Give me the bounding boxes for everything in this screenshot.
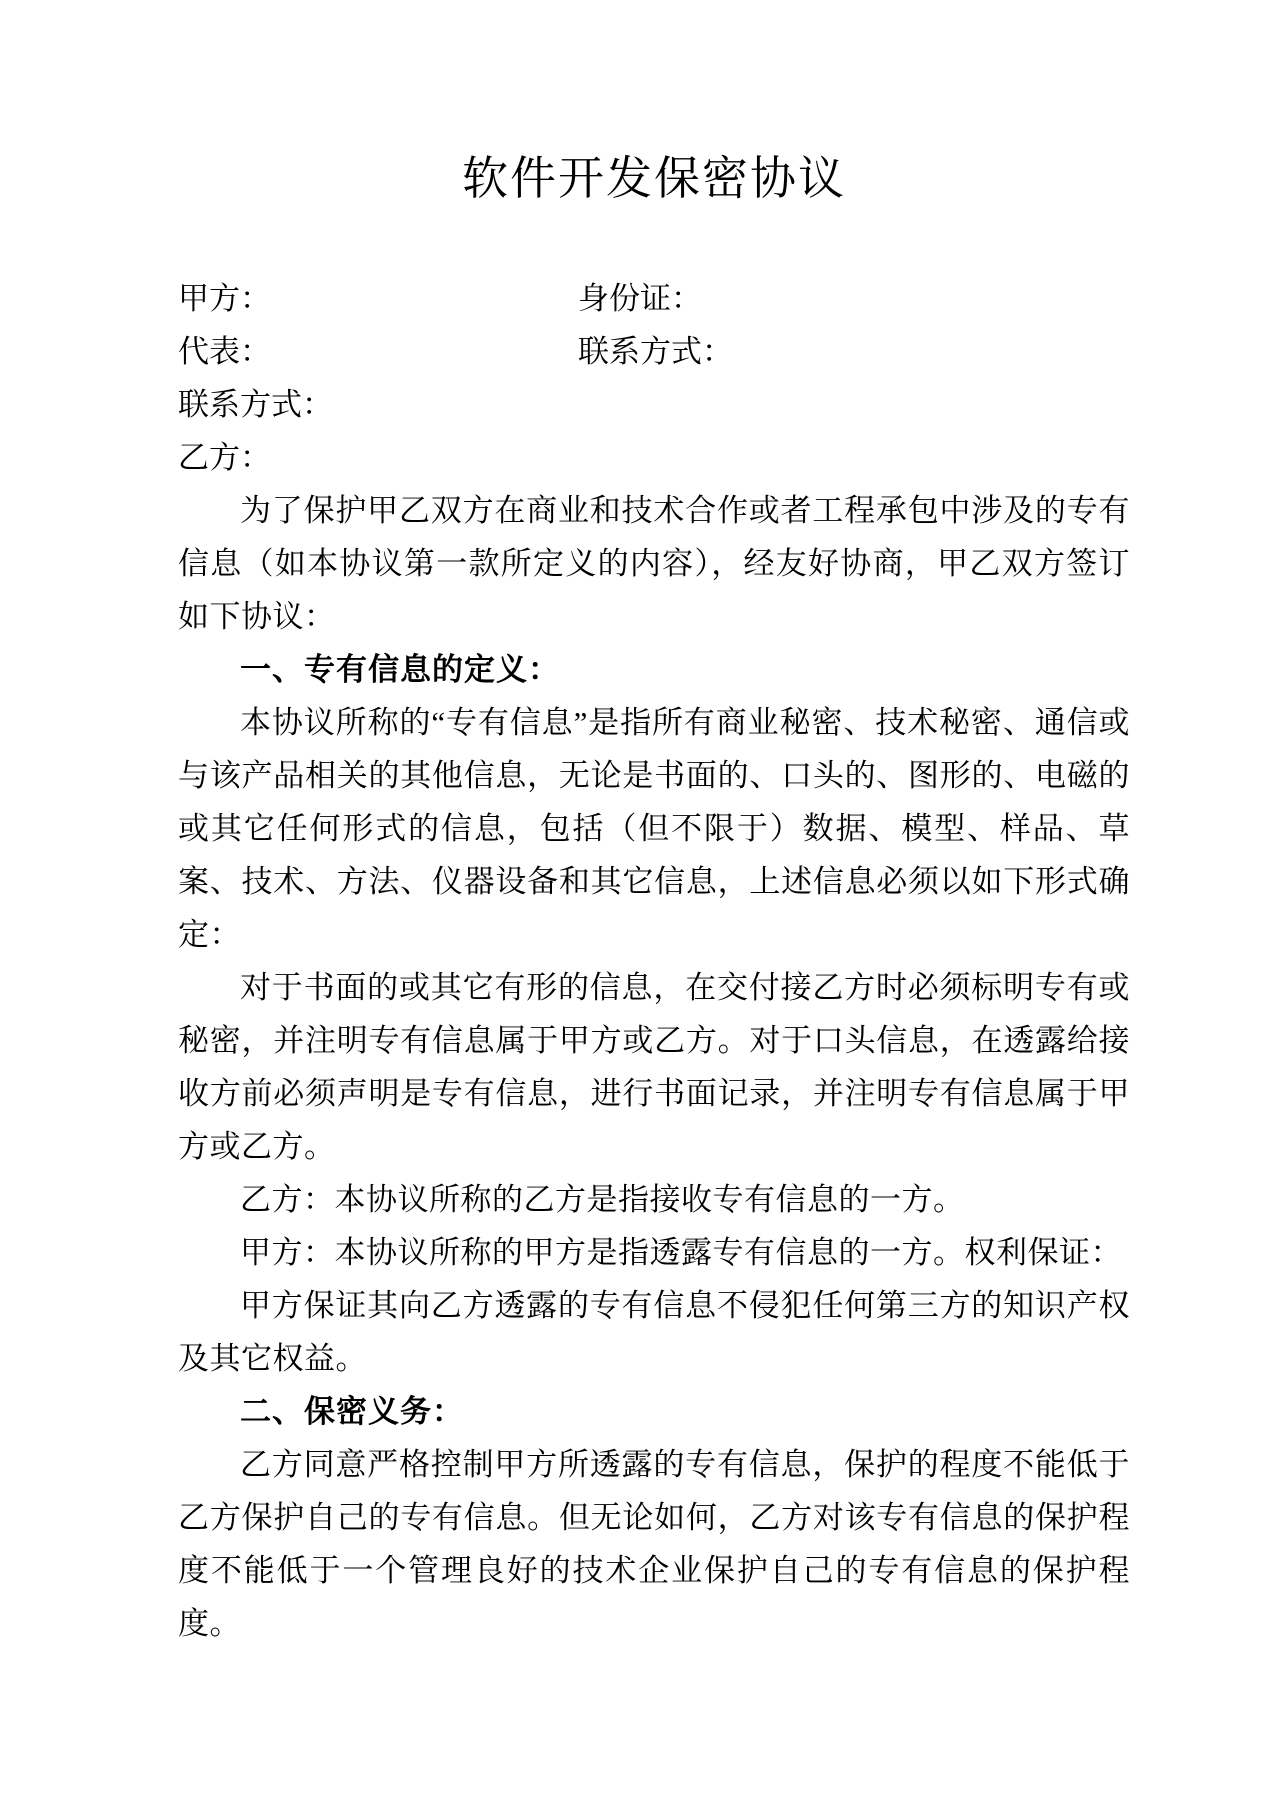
representative-label: 代表： <box>178 333 271 369</box>
intro-paragraph: 为了保护甲乙双方在商业和技术合作或者工程承包中涉及的专有信息（如本协议第一款所定义的内容），经友好协商，甲乙双方签订如下协议： <box>178 492 1130 634</box>
party-b-definition-paragraph: 乙方：本协议所称的乙方是指接收专有信息的一方。 <box>240 1181 965 1217</box>
party-b-label: 乙方： <box>178 439 271 475</box>
party-row-2 <box>178 325 1130 378</box>
party-a-definition-paragraph: 甲方：本协议所称的甲方是指透露专有信息的一方。权利保证： <box>240 1234 1122 1270</box>
contact-label-left: 联系方式： <box>178 386 333 422</box>
contact-label-right: 联系方式： <box>578 333 733 369</box>
proprietary-info-definition-paragraph: 本协议所称的“专有信息”是指所有商业秘密、技术秘密、通信或与该产品相关的其他信息，无论是书面的、口头的、图形的、电磁的或其它任何形式的信息，包括（但不限于）数据、模型、样品、草案、技术、方法、仪器设备和其它信息，上述信息必须以如下形式确定： <box>178 704 1130 952</box>
confidentiality-obligation-paragraph: 乙方同意严格控制甲方所透露的专有信息，保护的程度不能低于乙方保护自己的专有信息。但无论如何，乙方对该专有信息的保护程度不能低于一个管理良好的技术企业保护自己的专有信息的保护程度。 <box>178 1446 1130 1641</box>
id-card-label: 身份证： <box>578 280 702 316</box>
party-a-label: 甲方： <box>178 280 271 316</box>
written-oral-info-paragraph: 对于书面的或其它有形的信息，在交付接乙方时必须标明专有或秘密，并注明专有信息属于甲方或乙方。对于口头信息，在透露给接收方前必须声明是专有信息，进行书面记录，并注明专有信息属于甲方或乙方。 <box>178 969 1130 1164</box>
document-title: 软件开发保密协议 <box>462 153 846 204</box>
party-row-4 <box>178 431 1130 484</box>
rights-guarantee-paragraph: 甲方保证其向乙方透露的专有信息不侵犯任何第三方的知识产权及其它权益。 <box>178 1287 1130 1376</box>
party-fields-block <box>178 272 1130 484</box>
party-row-3 <box>178 378 1130 431</box>
party-row-1 <box>178 272 1130 325</box>
section-1-heading: 一、专有信息的定义： <box>240 651 560 687</box>
section-2-heading: 二、保密义务： <box>240 1393 464 1429</box>
